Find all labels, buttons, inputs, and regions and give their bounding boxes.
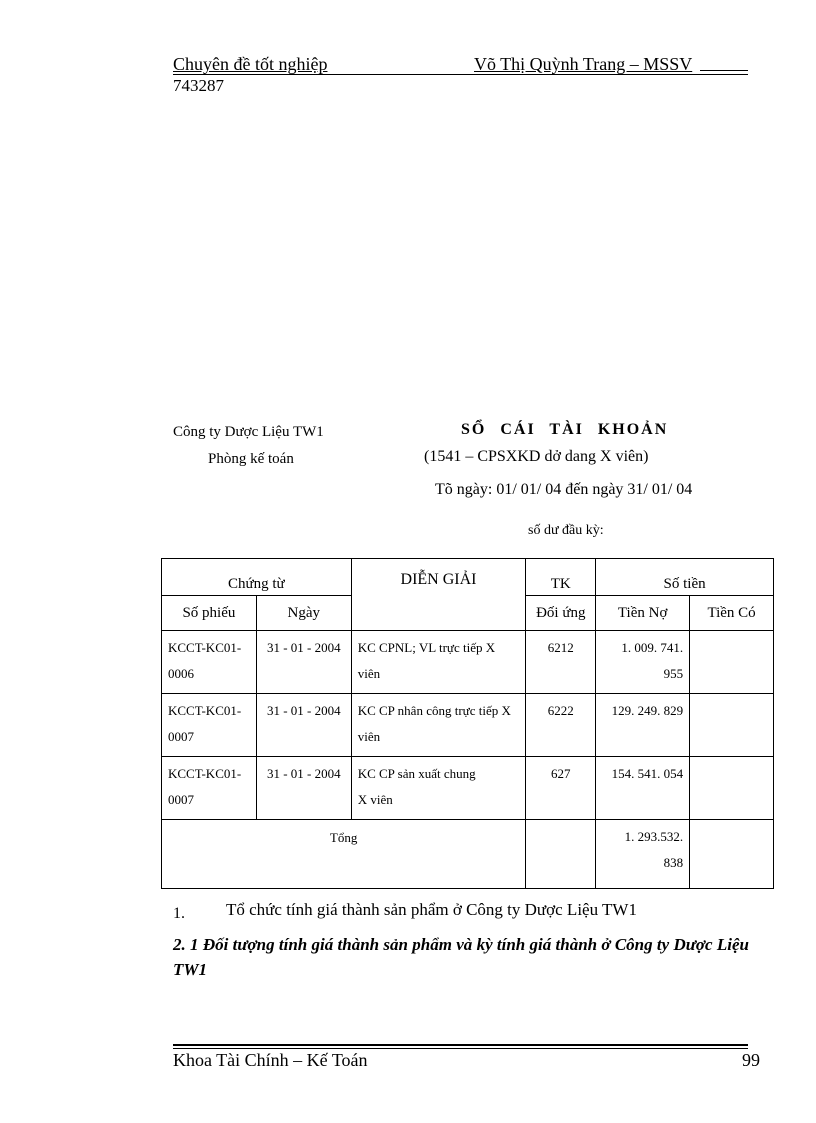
credit-cell [690,757,774,820]
header-voucher-no: Số phiếu [162,596,257,631]
ledger-title: SỔ CÁI TÀI KHOẢN [461,421,669,438]
voucher-no-suffix: 0007 [168,792,194,807]
ledger-table [161,558,774,889]
total-label: Tổng [162,820,526,889]
department-name: Phòng kế toán [208,451,294,467]
description-line: KC CP sản xuất chung [357,766,476,781]
total-account-cell [526,820,596,889]
account-cell: 627 [526,757,596,820]
header-account: TK [526,559,596,596]
table-row [162,757,774,820]
company-name: Công ty Dược Liệu TW1 [173,424,324,440]
header-amount: Số tiền [596,559,774,596]
voucher-no: KCCT-KC01- [168,766,242,781]
header-date: Ngày [256,596,351,631]
footer-rule-thick [173,1044,748,1046]
credit-cell [690,694,774,757]
debit-cell: 154. 541. 054 [596,757,690,820]
header-account-sub: Đối ứng [526,596,596,631]
ledger-subtitle: (1541 – CPSXKD dở dang X viên) [424,448,649,465]
header-rule [173,74,748,75]
footer-faculty: Khoa Tài Chính – Kế Toán [173,1050,368,1070]
total-debit-cell [596,820,690,889]
header-description: DIỄN GIẢI [351,559,526,631]
voucher-no: KCCT-KC01- [168,640,242,655]
total-amount-cont: 838 [663,855,684,870]
description-cell [351,631,526,694]
account-cell: 6222 [526,694,596,757]
debit-cell: 129. 249. 829 [596,694,690,757]
description-line: viên [357,729,381,744]
voucher-no-cell [162,631,257,694]
debit-amount: 1. 009. 741. [621,640,684,655]
date-cell: 31 - 01 - 2004 [256,694,351,757]
date-cell: 31 - 01 - 2004 [256,631,351,694]
voucher-no-cell [162,694,257,757]
credit-cell [690,631,774,694]
description-cell [351,757,526,820]
debit-cell [596,631,690,694]
section-2-1-heading: 2. 1 Đối tượng tính giá thành sản phẩm và kỳ tính giá thành ở Công ty Dược Liệu TW1 [173,935,749,979]
voucher-no: KCCT-KC01- [168,703,242,718]
ledger-period: Tõ ngày: 01/ 01/ 04 đến ngày 31/ 01/ 04 [435,481,693,498]
header-rule-short [700,70,748,71]
page-number: 99 [742,1050,760,1070]
voucher-no-cell [162,757,257,820]
total-amount: 1. 293.532. [624,829,684,844]
account-cell: 6212 [526,631,596,694]
header-left-title: Chuyên đề tốt nghiệp [173,54,328,74]
header-author: Võ Thị Quỳnh Trang – MSSV [474,54,693,74]
voucher-no-suffix: 0007 [168,729,194,744]
table-row [162,694,774,757]
header-credit: Tiền Có [690,596,774,631]
date-cell: 31 - 01 - 2004 [256,757,351,820]
total-credit-cell [690,820,774,889]
header-debit: Tiền Nợ [596,596,690,631]
footer-rule-thin [173,1048,748,1049]
description-cell [351,694,526,757]
header-voucher: Chứng từ [162,559,352,596]
header-student-id: 743287 [173,76,224,95]
opening-balance-label: số dư đầu kỳ: [528,523,604,538]
debit-amount-cont: 955 [663,666,684,681]
total-row [162,820,774,889]
description-line: KC CPNL; VL trực tiếp X [357,640,496,655]
description-line: viên [357,666,381,681]
description-line: X viên [357,792,393,807]
description-line: KC CP nhân công trực tiếp X [357,703,511,718]
voucher-no-suffix: 0006 [168,666,194,681]
section-1-heading: Tổ chức tính giá thành sản phẩm ở Công ty Dược Liệu TW1 [226,900,637,919]
section-1-number: 1. [173,905,185,922]
table-header-row [162,559,774,596]
table-row [162,631,774,694]
